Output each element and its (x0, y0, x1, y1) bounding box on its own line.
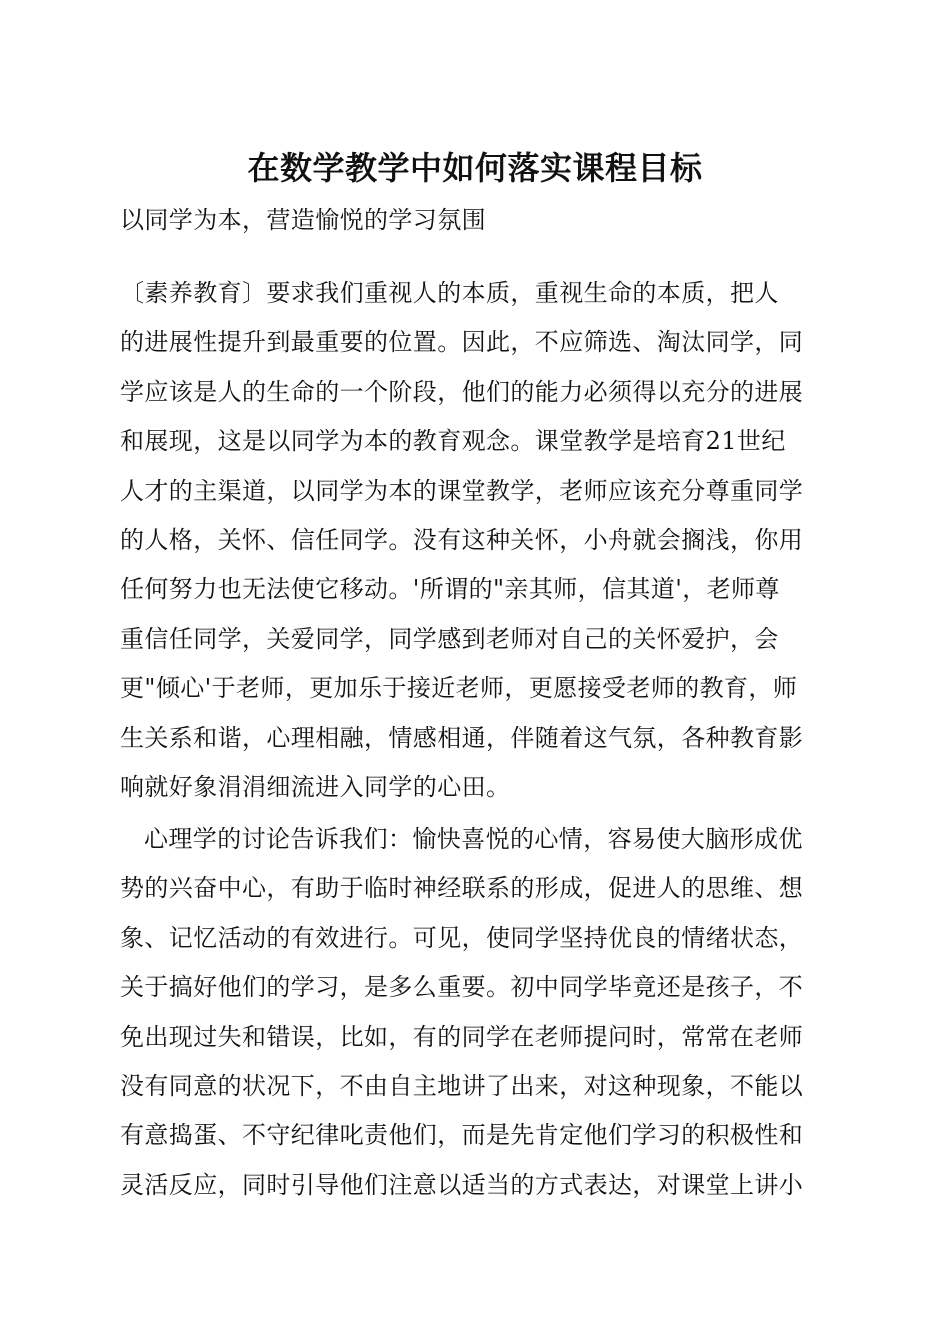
document-title: 在数学教学中如何落实课程目标 (247, 149, 703, 187)
paragraph-line: 更"倾心'于老师，更加乐于接近老师，更愿接受老师的教育，师 (120, 674, 798, 703)
paragraph-line: 没有同意的状况下，不由自主地讲了出来，对这种现象，不能以 (120, 1071, 804, 1100)
paragraph-line: 〔素养教育〕要求我们重视人的本质，重视生命的本质，把人 (120, 279, 779, 307)
paragraph-line: 学应该是人的生命的一个阶段，他们的能力必须得以充分的进展 (120, 377, 804, 406)
paragraph-line: 灵活反应，同时引导他们注意以适当的方式表达，对课堂上讲小 (120, 1170, 804, 1199)
paragraph-line: 象、记忆活动的有效进行。可见，使同学坚持优良的情绪状态， (120, 923, 804, 952)
paragraph-line: 心理学的讨论告诉我们：愉快喜悦的心情，容易使大脑形成优 (144, 825, 803, 853)
paragraph-line: 有意捣蛋、不守纪律叱责他们，而是先肯定他们学习的积极性和 (120, 1121, 804, 1150)
paragraph-line: 的人格，关怀、信任同学。没有这种关怀，小舟就会搁浅，你用 (120, 525, 804, 554)
section-heading (120, 196, 840, 245)
paragraph-line: 关于搞好他们的学习，是多么重要。初中同学毕竟还是孩子，不 (120, 973, 804, 1002)
paragraph-1 (120, 269, 840, 812)
section-heading-text: 以同学为本，营造愉悦的学习氛围 (120, 206, 486, 234)
paragraph-2 (120, 815, 840, 1210)
paragraph-line: 人才的主渠道，以同学为本的课堂教学，老师应该充分尊重同学 (120, 476, 804, 505)
paragraph-line: 任何努力也无法使它移动。'所谓的"亲其师，信其道'，老师尊 (120, 575, 780, 604)
paragraph-line: 免出现过失和错误，比如，有的同学在老师提问时，常常在老师 (120, 1022, 804, 1051)
paragraph-line: 势的兴奋中心，有助于临时神经联系的形成，促进人的思维、想 (120, 874, 804, 903)
paragraph-line: 响就好象涓涓细流进入同学的心田。 (120, 772, 511, 801)
paragraph-line: 的进展性提升到最重要的位置。因此，不应筛选、淘汰同学，同 (120, 328, 804, 357)
paragraph-line: 和展现，这是以同学为本的教育观念。课堂教学是培育21世纪 (120, 427, 786, 456)
paragraph-line: 重信任同学，关爱同学，同学感到老师对自己的关怀爱护，会 (120, 624, 779, 653)
paragraph-line: 生关系和谐，心理相融，情感相通，伴随着这气氛，各种教育影 (120, 723, 804, 752)
